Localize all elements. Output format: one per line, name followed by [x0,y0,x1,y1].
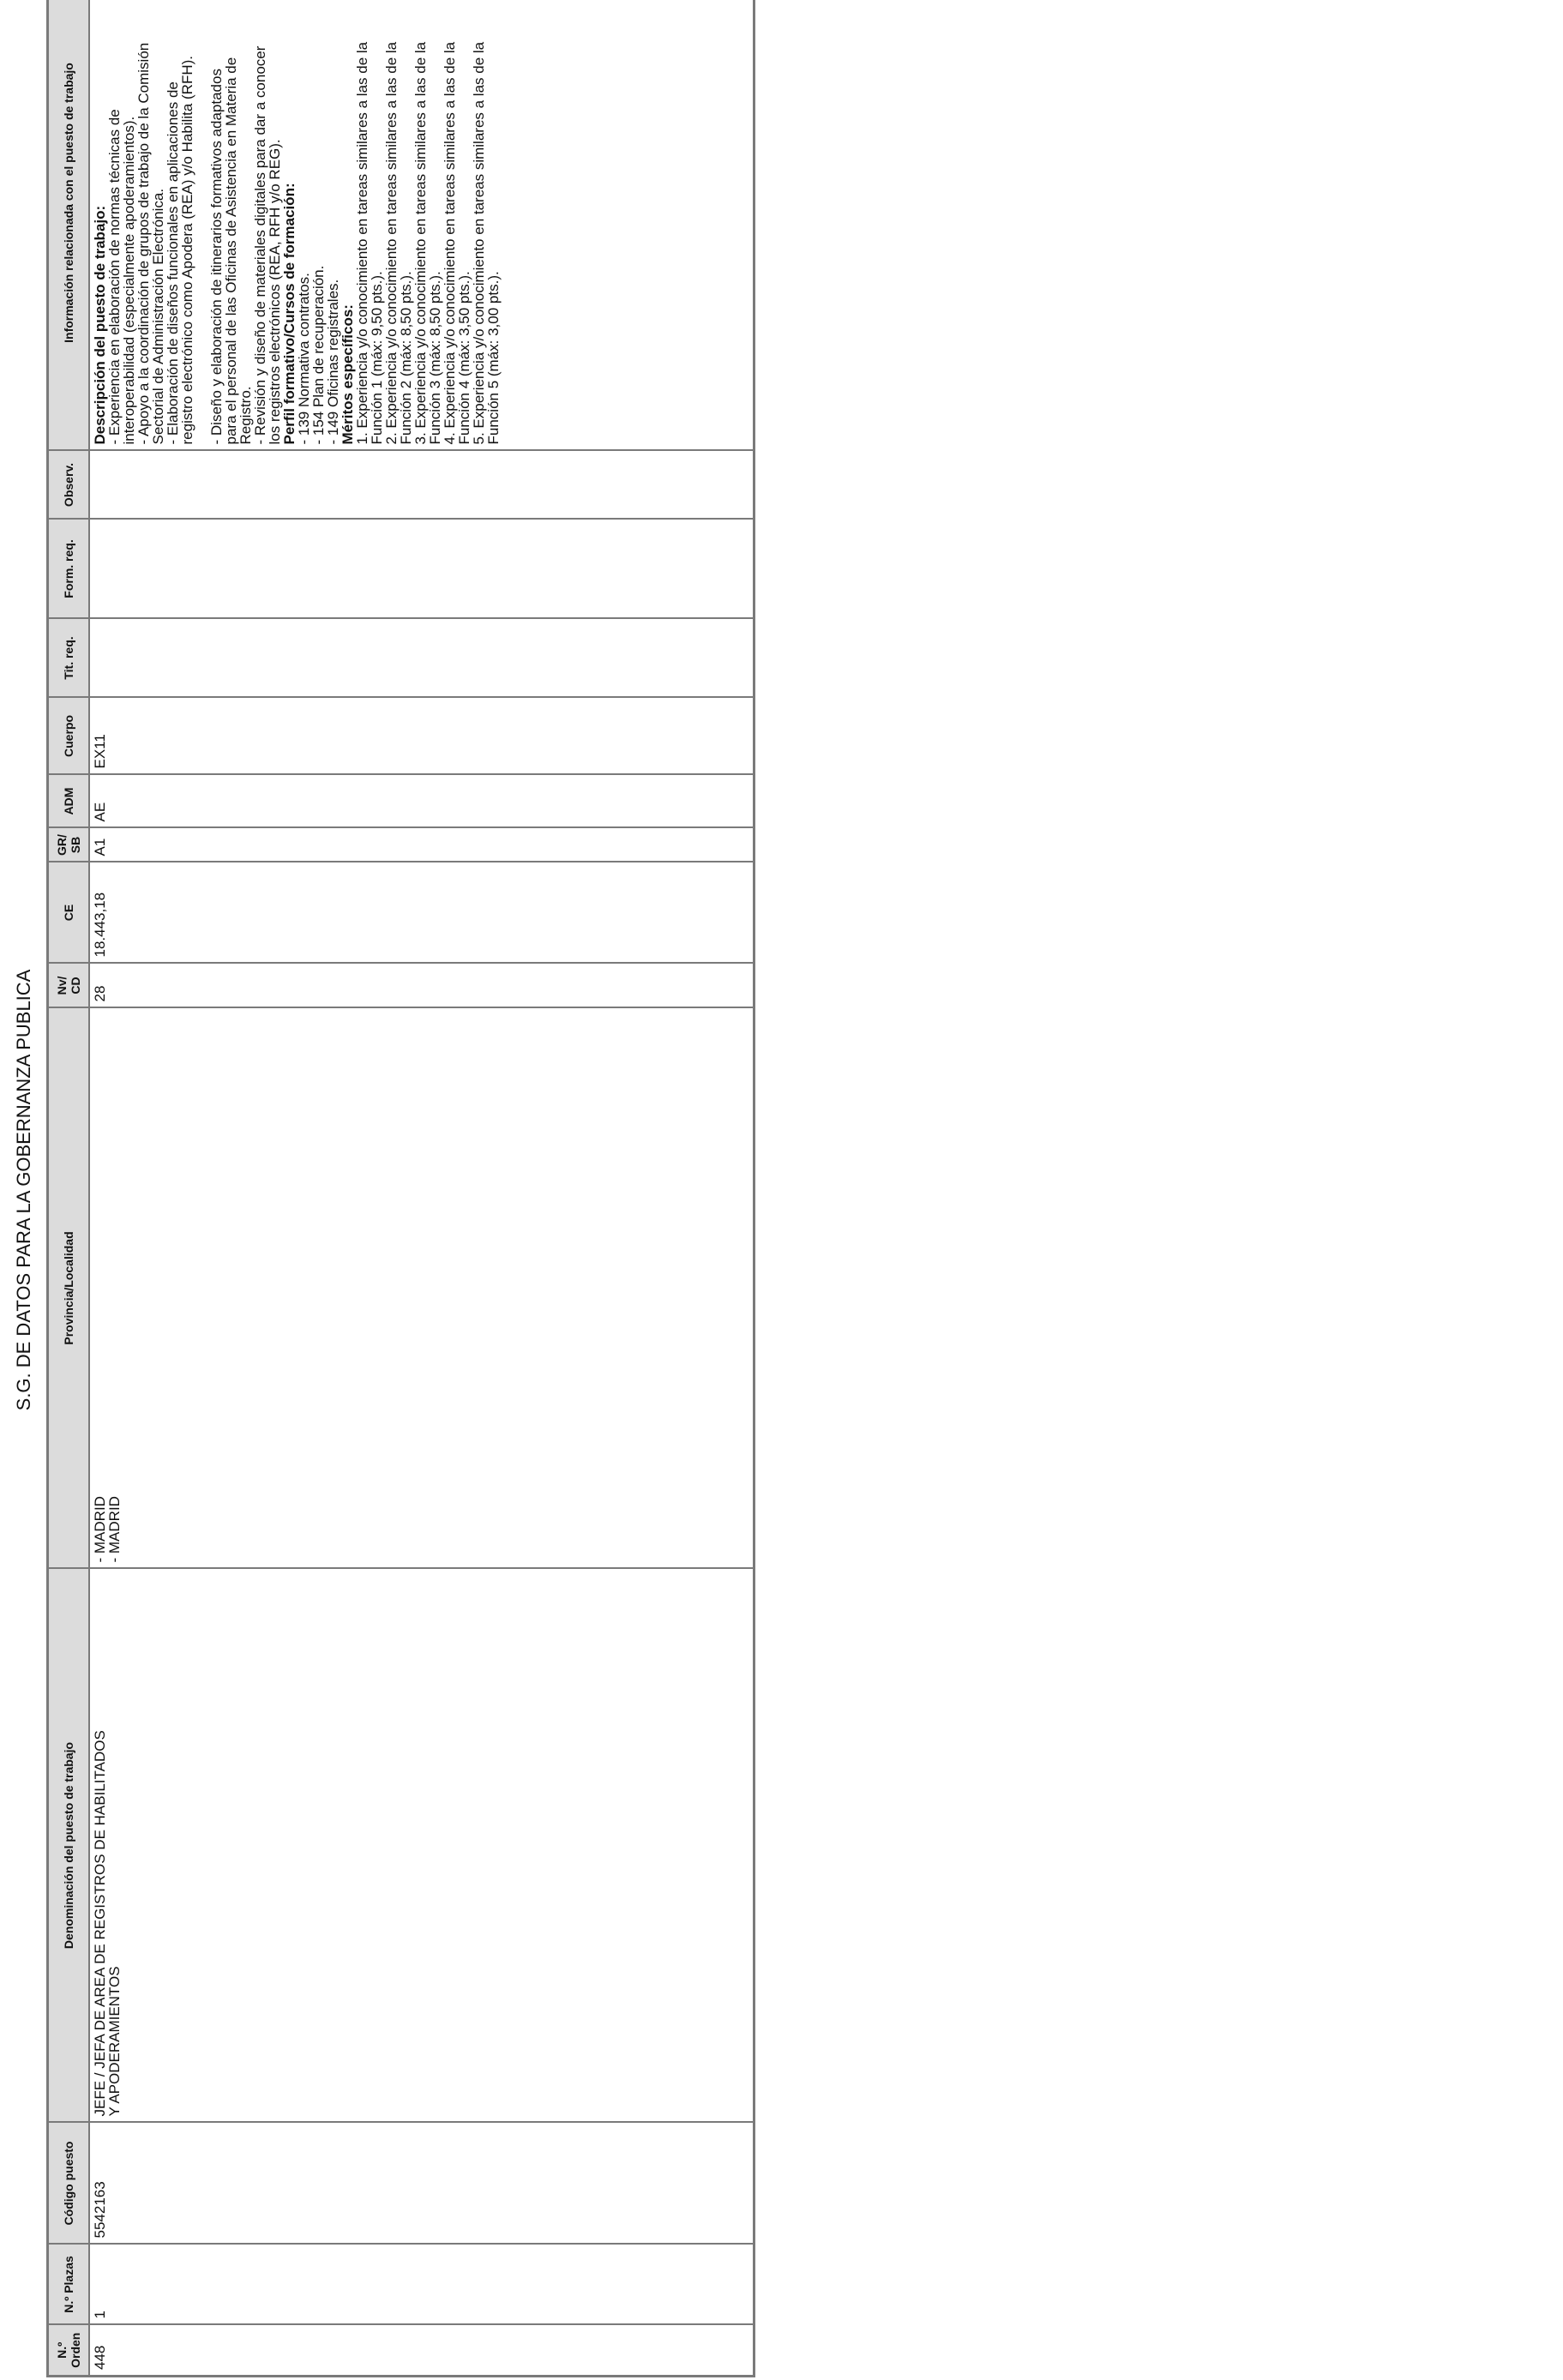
cell-tit-req [89,619,754,698]
cell-adm: AE [89,775,754,828]
cell-provincia [89,1008,754,1569]
info-spacer [195,0,209,445]
info-perfil-line: - 154 Plan de recuperación. [310,265,327,445]
col-header-codigo: Código puesto [48,2123,90,2245]
info-perfil-heading: Perfil formativo/Cursos de formación: [281,183,298,445]
cell-observ [89,451,754,520]
localidad-value: - MADRID [106,1496,123,1563]
info-merito-line: 4. Experiencia y/o conocimiento en tareas similares a las de la [442,41,458,445]
col-header-orden: N.º Orden [48,2325,90,2377]
col-header-tit-req: Tit. req. [48,619,90,698]
col-header-info: Información relacionada con el puesto de trabajo [48,0,90,451]
col-header-adm: ADM [48,775,90,828]
col-header-nv-cd [48,964,90,1008]
rotated-page [0,0,772,2380]
info-desc-line: registro electrónico como Apodera (REA) y/o Habilita (RFH). [179,56,195,445]
col-header-cuerpo: Cuerpo [48,698,90,775]
col-header-plazas: N.º Plazas [48,2245,90,2325]
cell-codigo: 5542163 [89,2123,754,2245]
info-desc-line: los registros electrónicos (REA, RFH y/o REG). [267,139,283,445]
info-merito-line: 3. Experiencia y/o conocimiento en tareas similares a las de la [412,41,429,445]
col-header-ce: CE [48,862,90,964]
info-desc-line: Sectorial de Administración Electrónica. [150,188,166,445]
posts-table [46,0,755,2377]
info-desc-line: - Diseño y elaboración de itinerarios formativos adaptados [208,69,225,445]
info-desc-line: - Elaboración de diseños funcionales en aplicaciones de [165,81,181,445]
cell-cuerpo: EX11 [89,698,754,775]
cell-ce: 18.443,18 [89,862,754,964]
info-merito-line: Función 2 (máx: 8,50 pts.). [398,271,414,445]
denominacion-line-2: Y APODERAMIENTOS [106,1966,123,2117]
info-desc-line: - Apoyo a la coordinación de grupos de trabajo de la Comisión [135,42,152,445]
col-header-nv-cd-line-2: CD [69,977,82,995]
col-header-form-req: Form. req. [48,520,90,619]
info-merito-line: Función 4 (máx: 3,50 pts.). [456,271,472,445]
info-desc-line: Registro. [237,386,254,445]
provincia-value: - MADRID [92,1496,108,1563]
col-header-gr-sb [48,828,90,862]
cell-form-req [89,520,754,619]
cell-plazas: 1 [89,2245,754,2325]
cell-info [89,0,754,451]
col-header-denominacion: Denominación del puesto de trabajo [48,1569,90,2123]
table-row [89,0,754,2377]
col-header-provincia: Provincia/Localidad [48,1008,90,1569]
info-merito-line: 2. Experiencia y/o conocimiento en tareas similares a las de la [383,41,400,445]
cell-gr-sb: A1 [89,828,754,862]
cell-nv-cd: 28 [89,964,754,1008]
cell-orden: 448 [89,2325,754,2377]
info-desc-line: interoperabilidad (especialmente apoderamientos). [121,116,137,445]
info-desc-line: - Revisión y diseño de materiales digitales para dar a conocer [252,45,268,445]
info-desc-line: - Experiencia en elaboración de normas técnicas de [106,109,123,445]
info-perfil-line: - 149 Oficinas registrales. [325,279,341,445]
info-merito-line: Función 3 (máx: 8,50 pts.). [427,271,443,445]
col-header-gr-sb-line-2: SB [69,836,82,854]
info-merito-line: Función 5 (máx: 3,00 pts.). [485,271,502,445]
info-perfil-line: - 139 Normativa contratos. [296,273,312,445]
info-meritos-heading: Méritos específicos: [340,304,356,445]
denominacion-line-1: JEFE / JEFA DE AREA DE REGISTROS DE HABILITADOS [92,1730,108,2117]
col-header-nv-cd-line-1: Nv/ [55,976,69,995]
info-desc-heading: Descripción del puesto de trabajo: [92,205,108,445]
page-title: S.G. DE DATOS PARA LA GOBERNANZA PUBLICA [13,969,34,1411]
info-merito-line: Función 1 (máx: 9,50 pts.). [369,271,385,445]
info-merito-line: 5. Experiencia y/o conocimiento en tareas similares a las de la [471,41,487,445]
col-header-observ: Observ. [48,451,90,520]
cell-denominacion [89,1569,754,2123]
col-header-gr-sb-line-1: GR/ [55,834,69,856]
info-desc-line: para el personal de las Oficinas de Asistencia en Materia de [223,57,239,445]
info-merito-line: 1. Experiencia y/o conocimiento en tareas similares a las de la [354,41,370,445]
header-row [48,0,90,2377]
